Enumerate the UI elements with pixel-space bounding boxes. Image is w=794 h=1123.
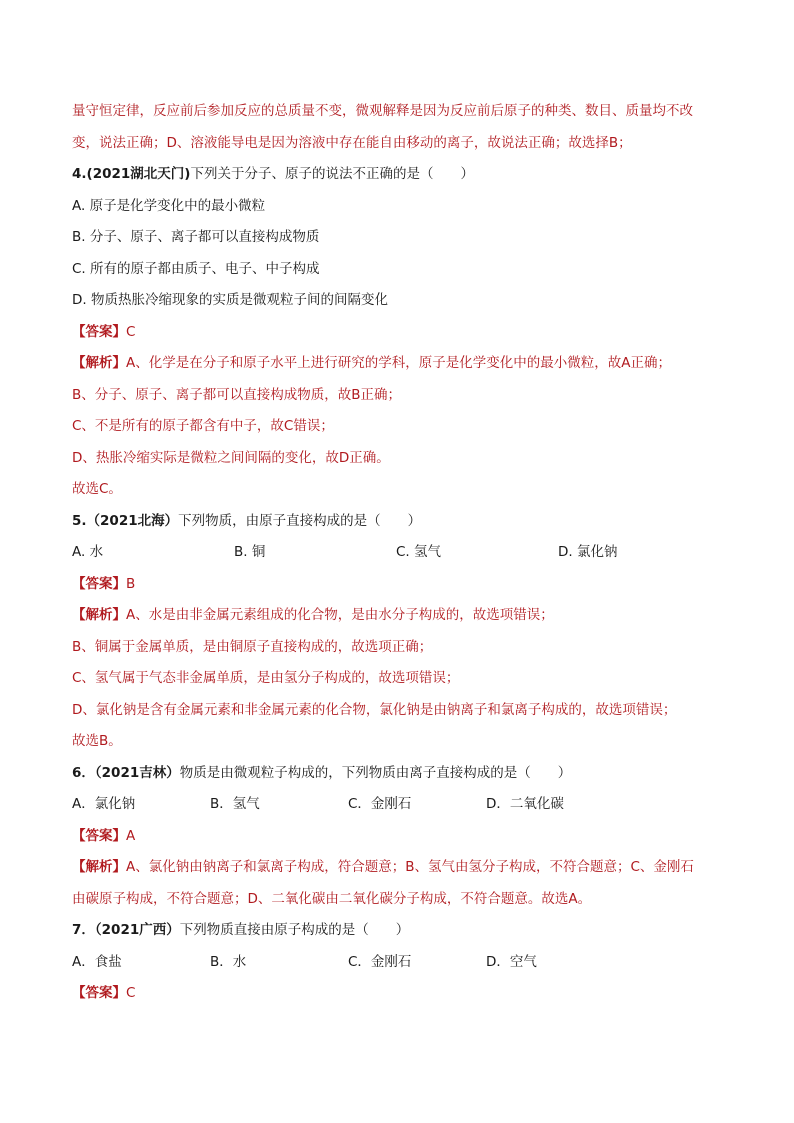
question-4-stem (72, 159, 728, 191)
analysis-label: 【解析】 (72, 607, 126, 623)
q4-option-a: A. 原子是化学变化中的最小微粒 (72, 197, 266, 214)
q4-analysis-line-5: 故选C。 (72, 481, 122, 497)
q6-options (72, 789, 728, 821)
q5-analysis-line-1 (72, 600, 728, 632)
answer-value: C (126, 985, 136, 1001)
q5-analysis-line-3: C、氢气属于气态非金属单质，是由氢分子构成的，故选项错误； (72, 670, 460, 686)
question-text: 下列关于分子、原子的说法不正确的是（ ） (190, 166, 474, 182)
question-text: 下列物质直接由原子构成的是（ ） (179, 922, 410, 938)
question-source: （2021广西） (94, 922, 180, 938)
q5-option-c: C. 氢气 (396, 544, 442, 560)
q7-option-b: B．水 (210, 953, 247, 970)
q5-option-d: D. 氯化钠 (558, 544, 618, 560)
answer-value: B (126, 575, 136, 592)
q5-analysis-line-4: D、氯化钠是含有金属元素和非金属元素的化合物，氯化钠是由钠离子和氯离子构成的，故选项错误； (72, 701, 677, 718)
q6-option-b: B．氢气 (210, 796, 260, 812)
q4-option-d: D. 物质热胀冷缩现象的实质是微观粒子间的间隔变化 (72, 292, 388, 308)
q5-option-b: B. 铜 (234, 544, 266, 560)
q6-analysis-line-1 (72, 852, 728, 884)
q5-options (72, 537, 728, 569)
analysis-label: 【解析】 (72, 859, 126, 875)
answer-value: C (126, 323, 136, 340)
question-number: 5. (72, 512, 87, 529)
q6-option-c: C．金刚石 (348, 796, 412, 812)
analysis-label: 【解析】 (72, 355, 126, 371)
q5-analysis-line-5: 故选B。 (72, 733, 122, 749)
question-7-stem (72, 915, 728, 947)
analysis-text: A、氯化钠由钠离子和氯离子构成，符合题意；B、氢气由氢分子构成，不符合题意；C、金刚石 (126, 859, 694, 875)
question-source: （2021吉林） (94, 764, 180, 781)
q4-option-c: C. 所有的原子都由质子、电子、中子构成 (72, 260, 320, 277)
answer-label: 【答案】 (72, 985, 126, 1001)
question-text: 物质是由微观粒子构成的，下列物质由离子直接构成的是（ ） (179, 764, 572, 781)
q4-analysis-line-1 (72, 348, 728, 380)
q7-option-a: A．食盐 (72, 953, 122, 970)
q7-answer (72, 978, 728, 1010)
q4-option-b: B. 分子、原子、离子都可以直接构成物质 (72, 229, 320, 245)
answer-value: A (126, 827, 136, 844)
q6-analysis-line-2: 由碳原子构成，不符合题意；D、二氧化碳由二氧化碳分子构成，不符合题意。故选A。 (72, 890, 592, 907)
prev-analysis-line-2: 变，说法正确；D、溶液能导电是因为溶液中存在能自由移动的离子，故说法正确；故选择B； (72, 134, 632, 151)
q5-analysis-line-2: B、铜属于金属单质，是由铜原子直接构成的，故选项正确； (72, 638, 433, 655)
question-6-stem (72, 758, 728, 790)
q6-option-a: A．氯化钠 (72, 796, 136, 812)
q7-option-d: D．空气 (486, 953, 537, 970)
q4-analysis-line-4: D、热胀冷缩实际是微粒之间间隔的变化，故D正确。 (72, 449, 390, 466)
question-number: 7． (72, 922, 95, 938)
analysis-text: A、水是由非金属元素组成的化合物，是由水分子构成的，故选项错误； (126, 607, 554, 623)
answer-label: 【答案】 (72, 827, 126, 844)
answer-label: 【答案】 (72, 323, 126, 340)
q4-analysis-line-2: B、分子、原子、离子都可以直接构成物质，故B正确； (72, 386, 402, 403)
question-5-stem (72, 506, 728, 538)
q7-options (72, 947, 728, 979)
q6-option-d: D．二氧化碳 (486, 796, 564, 812)
question-source: (2021湖北天门) (86, 166, 191, 182)
q5-answer (72, 569, 728, 601)
q5-option-a: A. 水 (72, 544, 104, 560)
question-source: （2021北海） (86, 512, 179, 529)
question-number: 6． (72, 764, 95, 781)
answer-label: 【答案】 (72, 575, 126, 592)
prev-analysis-line-1: 量守恒定律，反应前后参加反应的总质量不变，微观解释是因为反应前后原子的种类、数目、质量均不改 (72, 103, 693, 119)
question-text: 下列物质，由原子直接构成的是（ ） (178, 512, 422, 529)
question-number: 4. (72, 166, 87, 182)
q7-option-c: C．金刚石 (348, 953, 412, 970)
analysis-text: A、化学是在分子和原子水平上进行研究的学科，原子是化学变化中的最小微粒，故A正确； (126, 355, 671, 371)
document-page (72, 96, 728, 1010)
q4-answer (72, 317, 728, 349)
q6-answer (72, 821, 728, 853)
q4-analysis-line-3: C、不是所有的原子都含有中子，故C错误； (72, 418, 334, 434)
